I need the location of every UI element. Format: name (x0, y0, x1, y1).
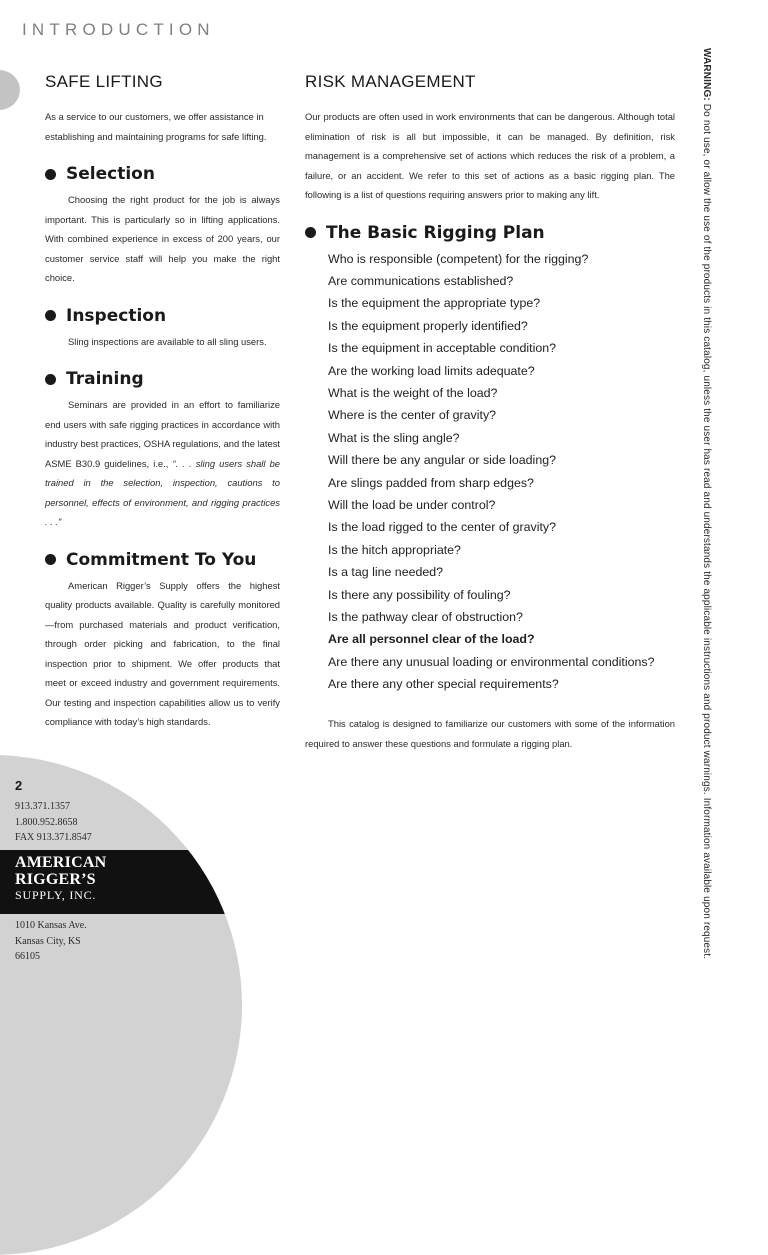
rigging-plan-heading (305, 223, 675, 243)
warning-text (701, 48, 712, 978)
rigging-question: Who is responsible (competent) for the rigging? (328, 251, 589, 266)
rigging-question: Is the equipment the appropriate type? (328, 296, 541, 311)
training-text (45, 395, 280, 532)
inspection-text: Sling inspections are available to all sling users. (68, 335, 267, 347)
training-body: Seminars are provided in an effort to familiarize end users with safe rigging practices in accordance with industry best practices, OSHA regulations, and the latest ASME B30.9 guidelines, i.e., (45, 399, 280, 469)
inspection-title: Inspection (66, 305, 167, 326)
training-quote: “. . . sling users shall be trained in the selection, inspection, cautions to personnel, effects of environment, and rigging practices . . .” (45, 457, 281, 527)
rigging-question: Where is the center of gravity? (328, 408, 497, 423)
rigging-question: Is there any possibility of fouling? (328, 587, 511, 602)
toll-free-number: 1.800.952.8658 (15, 816, 78, 828)
commitment-heading (45, 550, 280, 570)
rigging-question: Are there any other special requirements? (328, 677, 559, 692)
contact-block (15, 778, 92, 846)
rigging-question: Is the pathway clear of obstruction? (328, 610, 523, 624)
section-header: INTRODUCTION (22, 20, 215, 39)
zip-code: 66105 (15, 951, 40, 962)
street-address: 1010 Kansas Ave. (15, 920, 87, 931)
commitment-text: American Rigger’s Supply offers the highest quality products available. Quality is carefully monitored—from purchased materials and product verification, through order picking and fabrication, to the final inspection prior to shipment. We offer products that meet or exceed industry and government requirements. Our testing and inspection capabilities allow us to verify compliance with today’s high standards. (45, 579, 280, 727)
rigging-question: Are communications established? (328, 273, 514, 288)
inspection-heading (45, 306, 280, 326)
rigging-question: Are there any unusual loading or environmental conditions? (328, 654, 655, 669)
fax-number: FAX 913.371.8547 (15, 832, 92, 843)
selection-heading (45, 164, 280, 184)
warning-label: WARNING: (701, 48, 712, 101)
section-tab-marker (0, 70, 20, 110)
phone-number: 913.371.1357 (15, 801, 70, 812)
rigging-question: Will the load be under control? (328, 497, 496, 512)
selection-text: Choosing the right product for the job is always important. This is particularly so in lifting applications. With combined experience in excess of 200 years, our customer service staff will help you make the right choice. (45, 194, 280, 283)
rigging-question: Is a tag line needed? (328, 565, 444, 580)
right-column (305, 72, 675, 754)
bullet-icon (45, 169, 56, 180)
rigging-question: What is the weight of the load? (328, 385, 498, 400)
bullet-icon (45, 554, 56, 565)
left-column (45, 72, 280, 732)
closing-text: This catalog is designed to familiarize our customers with some of the information required to answer these questions and formulate a rigging plan. (305, 717, 675, 749)
rigging-question: Are slings padded from sharp edges? (328, 475, 534, 490)
warning-body: Do not use, or allow the use of the products in this catalog, unless the user has read and understands the applicable instructions and product warnings. Information available upon request. (701, 100, 712, 960)
company-logo (15, 854, 106, 903)
rigging-plan-title: The Basic Rigging Plan (326, 222, 545, 243)
rigging-question: What is the sling angle? (328, 430, 460, 445)
logo-line-1: AMERICAN (15, 854, 107, 871)
selection-title: Selection (66, 164, 155, 184)
rigging-question: Are the working load limits adequate? (328, 363, 535, 378)
address-block (15, 918, 87, 965)
rigging-question: Is the hitch appropriate? (328, 542, 461, 557)
warning-sidebar (694, 48, 718, 978)
safe-lifting-text: As a service to our customers, we offer assistance in establishing and maintaining programs for safe lifting. (45, 111, 267, 142)
safe-lifting-heading: SAFE LIFTING (45, 72, 163, 91)
rigging-questions-list (305, 248, 675, 696)
rigging-question: Is the equipment properly identified? (328, 318, 528, 333)
bullet-icon (45, 310, 56, 321)
logo-line-3: SUPPLY, INC. (15, 888, 97, 902)
commitment-title: Commitment To You (66, 549, 257, 570)
bullet-icon (45, 374, 56, 385)
logo-line-2: RIGGER’S (15, 871, 96, 888)
bullet-icon (305, 227, 316, 238)
risk-management-heading: RISK MANAGEMENT (305, 72, 476, 91)
risk-management-text: Our products are often used in work environments that can be dangerous. Although total elimination of risk is all but impossible, it can be managed. By definition, risk management is a comprehensive set of actions which reduces the risk of a problem, a failure, or an accident. We refer to this set of actions as a basic rigging plan. The following is a list of questions requiring answers prior to making any lift. (305, 111, 675, 200)
rigging-question-emphasized: Are all personnel clear of the load? (328, 632, 535, 647)
training-title: Training (66, 369, 144, 389)
rigging-question: Is the equipment in acceptable condition? (328, 341, 557, 356)
rigging-question: Is the load rigged to the center of gravity? (328, 520, 556, 535)
training-heading (45, 369, 280, 389)
page-number: 2 (15, 778, 23, 793)
city-state: Kansas City, KS (15, 935, 81, 947)
rigging-question: Will there be any angular or side loading? (328, 453, 556, 468)
